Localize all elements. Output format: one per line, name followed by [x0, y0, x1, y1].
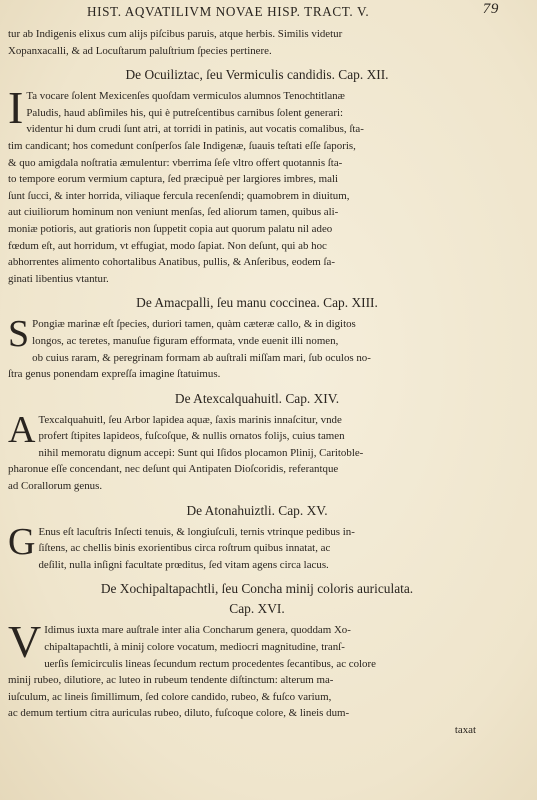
chapter-text-13	[8, 313, 506, 382]
chapter-text-15	[8, 520, 506, 574]
intro-paragraph	[8, 26, 506, 59]
text-line: Paludis, haud abſimiles his, qui è putreſcentibus carnibus ſolent generari:	[26, 106, 343, 119]
text-line: iuſculum, ac lineis ſimillimum, ſed colore candido, rubeo, & fuſco varium,	[8, 690, 332, 703]
text-line: aut ciuiliorum hominum non veniunt menſas, ſed aliorum tamen, quibus ali-	[8, 206, 339, 219]
text-line: nihil memoratu dignum accepi: Sunt qui Iſidos plocamon Plinij, Caritoble-	[38, 446, 364, 459]
chapter-text-16	[8, 616, 506, 722]
text-line: ginati libentius vtantur.	[8, 272, 109, 285]
text-line: Idimus iuxta mare auſtrale inter alia Concharum genera, quoddam Xo-	[44, 624, 351, 637]
page-body	[8, 26, 506, 739]
text-line: Enus eſt lacuſtris Inſecti tenuis, & longiuſculi, ternis vtrinque pedibus in-	[38, 525, 355, 538]
text-line: minij rubeo, dilutiore, ac luteo in rubeum tendente diſtinctum: alterum ma-	[8, 674, 334, 687]
drop-cap: S	[8, 313, 30, 356]
chapter-heading-15: De Atonahuiztli. Cap. XV.	[186, 502, 328, 518]
text-line: profert ſtipites lapideos, fuſcoſque, & nullis ornatos folijs, cuius tamen	[38, 430, 345, 443]
chapter-heading-14: De Atexcalquahuitl. Cap. XIV.	[174, 390, 340, 406]
text-line: videntur hi dum crudi ſunt atri, at torridi in patinis, aut vocatis comalibus, ſta-	[26, 123, 364, 136]
text-line: Xopanxacalli, & ad Locuſtarum paluſtrium ſpecies pertinere.	[8, 44, 272, 57]
drop-cap: A	[8, 408, 36, 451]
drop-cap: G	[8, 520, 36, 563]
text-line: & quo amigdala noſtratia æmulentur: vberrima ſeſe vltro offert quotannis ſta-	[8, 156, 343, 169]
chapter-heading-16: De Xochipaltapachtli, ſeu Concha minij coloris auriculata.	[100, 581, 414, 597]
text-line: Pongiæ marinæ eſt ſpecies, duriori tamen, quàm cæteræ callo, & in digitos	[32, 318, 356, 331]
chapter-heading-12: De Ocuiliztac, ſeu Vermiculis candidis. Cap. XII.	[125, 67, 389, 83]
text-line: fœdum eſt, aut horridum, vt effugiat, modo ſapiat. Non deſunt, qui ab hoc	[8, 239, 327, 252]
text-line: tim candicant; hos comedunt conſperſos ſale Indigenæ, ſuauis teſtati eſſe ſaporis,	[8, 139, 356, 152]
text-line: Ta vocare ſolent Mexicenſes quoſdam vermiculos alumnos Tenochtitlanæ	[26, 90, 345, 103]
catchword: taxat	[454, 724, 476, 736]
chapter-text-14	[8, 408, 506, 495]
text-line: Texcalquahuitl, ſeu Arbor lapidea aquæ, ſaxis marinis innaſcitur, vnde	[38, 413, 342, 426]
text-line: moniæ potioris, aut gratioris non ſuppetit copia aut quorum palatu nil adeo	[8, 222, 333, 235]
text-line: ſiſtens, ac chellis binis exorientibus circa roſtrum quibus innatat, ac	[38, 542, 331, 555]
text-line: to tempore eorum vermium captura, ſed præcipuè per largiores imbres, mali	[8, 173, 339, 186]
chapter-heading-16-number: Cap. XVI.	[229, 601, 285, 617]
chapter-heading-13: De Amacpalli, ſeu manu coccinea. Cap. XIII.	[136, 295, 378, 311]
text-line: longos, ac teretes, manuſue figuram efformata, vnde euenit illi nomen,	[32, 334, 339, 347]
text-line: chipaltapachtli, à minij colore vocatum, mediocri magnitudine, tranſ-	[44, 641, 345, 654]
text-line: ſunt ſucci, & inter horrida, viliaque fercula recenſendi; quamobrem in diuitum,	[8, 189, 350, 202]
chapter-text-12	[8, 82, 506, 287]
text-line: ob cuius raram, & peregrinam formam ab auſtrali miſſam mari, ſub oculos no-	[32, 351, 371, 364]
text-line: deſilit, nulla inſigni facultate prœditus, ſed vitam agens circa lacus.	[38, 558, 329, 571]
text-line: ſtra genus ponendam expreſſa imagine ſtatuimus.	[8, 368, 221, 381]
text-line: ac demum tertium citra auriculas rubeo, diluto, fuſcoque colore, & lineis dum-	[8, 707, 350, 720]
drop-cap: I	[8, 82, 24, 134]
running-title: HIST. AQVATILIVM NOVAE HISP. TRACT. V.	[87, 4, 370, 19]
text-line: uerſis ſemicirculis lineas ſecundum rectum procedentes ſecantibus, ac colore	[44, 657, 376, 670]
text-line: ad Corallorum genus.	[8, 480, 103, 493]
running-header	[60, 2, 507, 24]
text-line: abhorrentes alimento cohortalibus Anatibus, pullis, & Anſeribus, eodem ſa-	[8, 256, 335, 269]
text-line: pharonue eſſe concendant, nec deſunt qui Antipaten Dioſcoridis, referantque	[8, 463, 339, 476]
drop-cap: V	[8, 616, 42, 668]
text-line: tur ab Indigenis elixus cum alijs piſcibus paruis, atque herbis. Similis videtur	[8, 28, 343, 40]
page-number: 79	[482, 1, 499, 17]
